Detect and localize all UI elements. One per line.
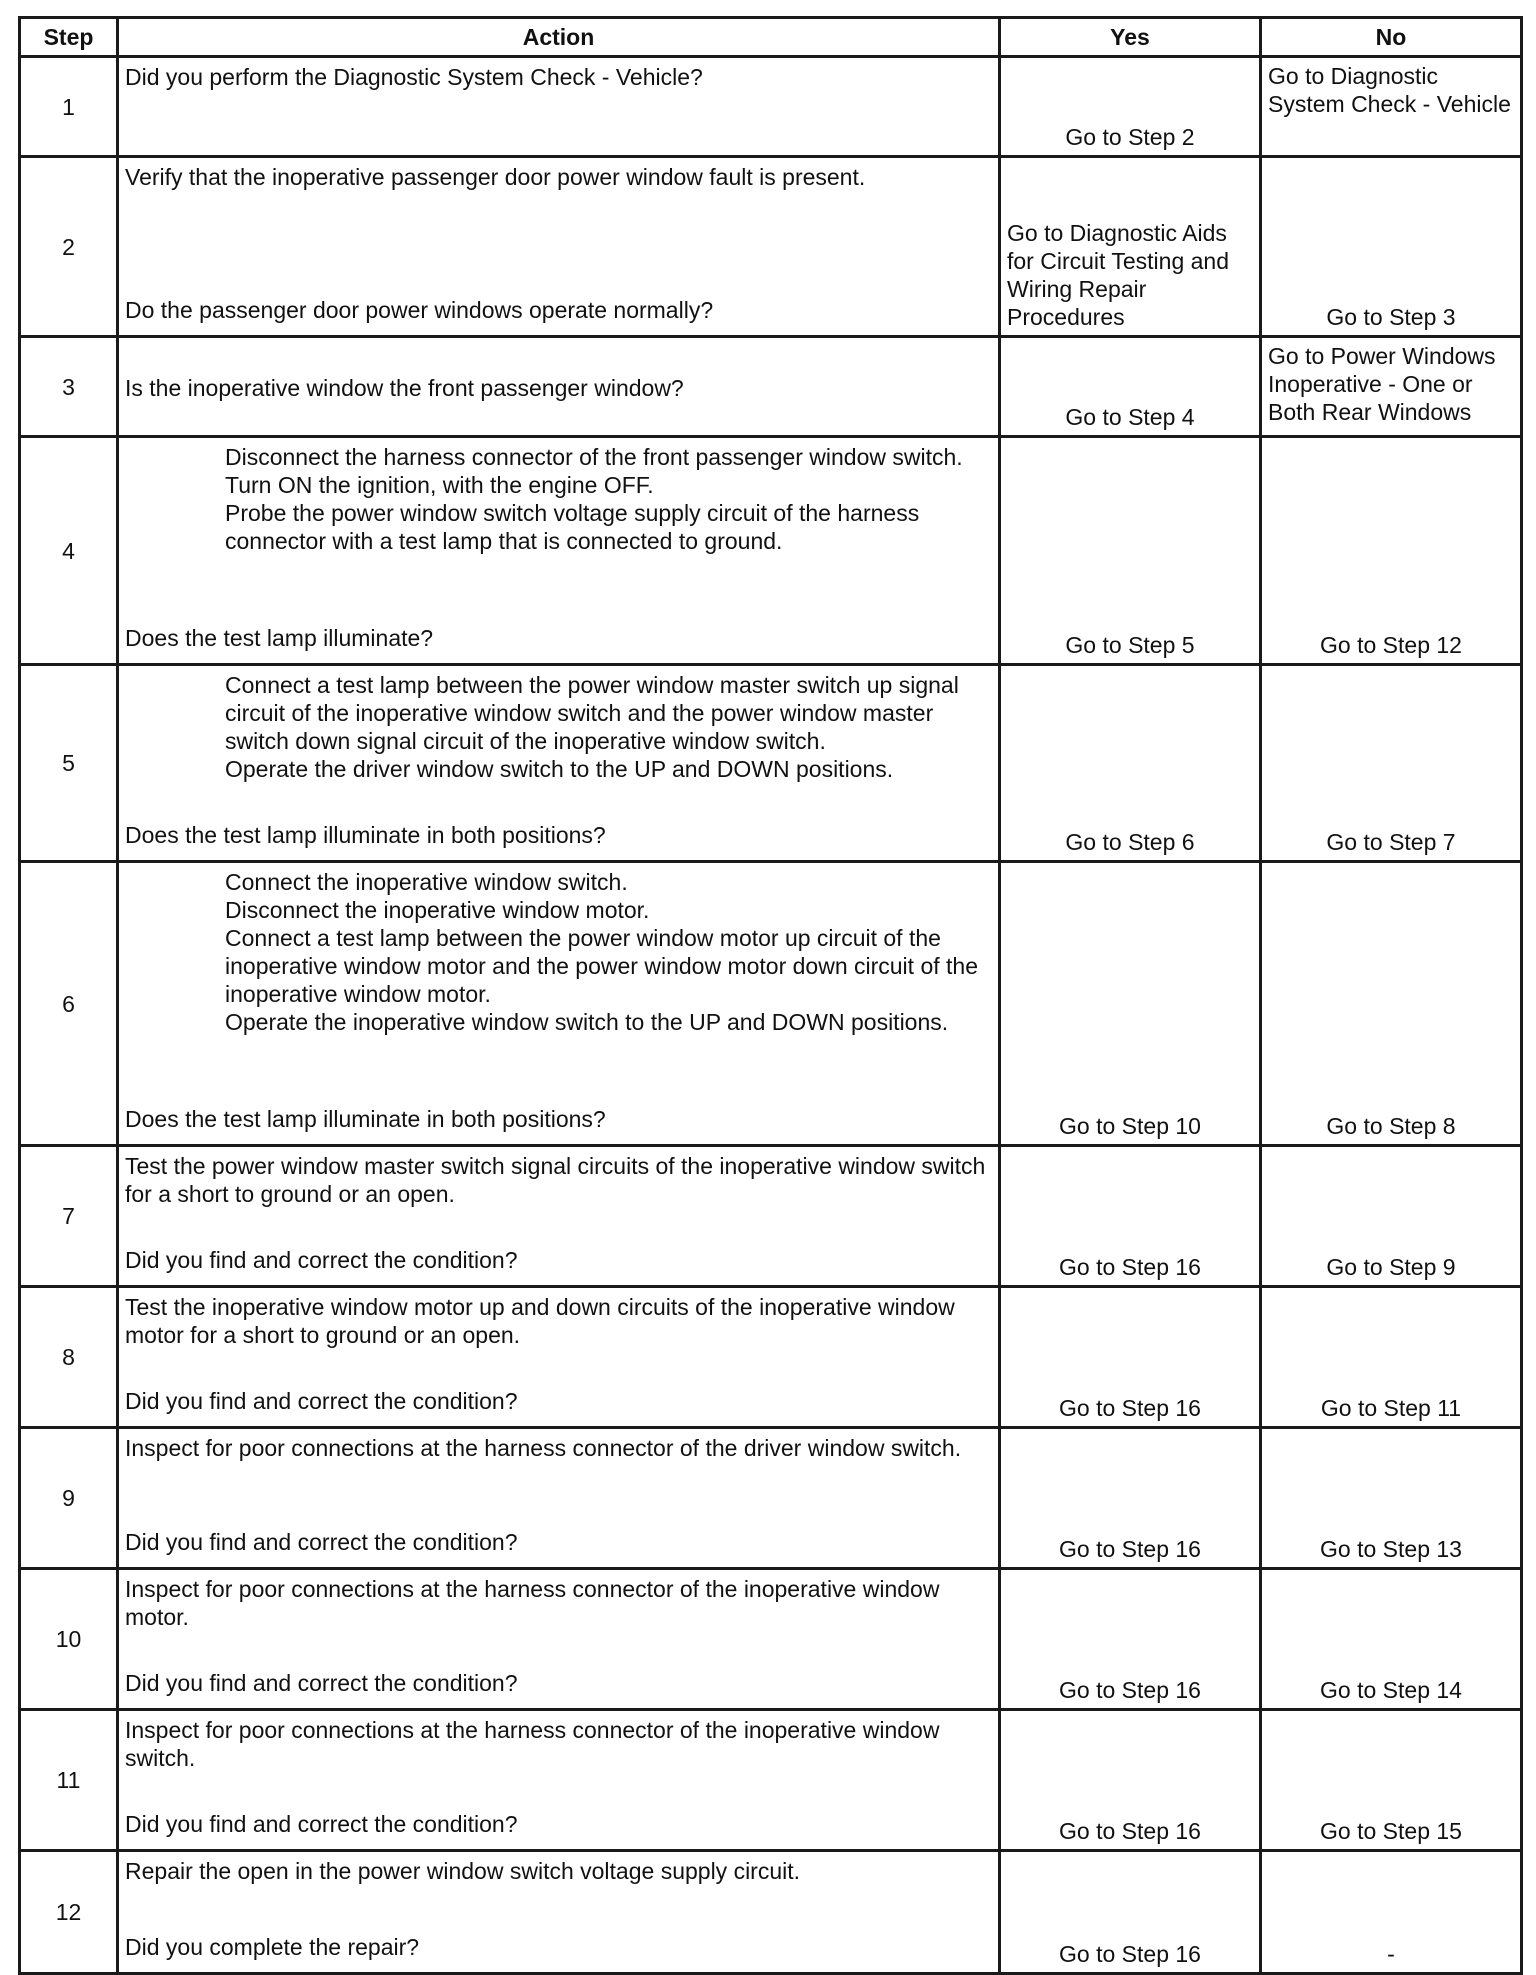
yes-cell: Go to Step 4: [1000, 337, 1261, 437]
action-question: Does the test lamp illuminate in both positions?: [125, 822, 606, 848]
diagnostic-table: [18, 16, 1523, 1975]
step-number: 11: [20, 1710, 118, 1851]
yes-cell: Go to Step 2: [1000, 57, 1261, 157]
action-cell: [118, 1851, 1000, 1974]
yes-cell: Go to Step 10: [1000, 862, 1261, 1146]
yes-cell: Go to Step 16: [1000, 1851, 1261, 1974]
header-step: Step: [20, 18, 118, 57]
action-cell: [118, 437, 1000, 665]
action-cell: [118, 1569, 1000, 1710]
yes-cell: Go to Step 16: [1000, 1710, 1261, 1851]
action-question: Do the passenger door power windows operate normally?: [125, 297, 714, 323]
action-cell: [118, 57, 1000, 157]
action-question: Does the test lamp illuminate in both positions?: [125, 1106, 606, 1132]
no-cell: Go to Step 8: [1261, 862, 1522, 1146]
yes-cell: Go to Step 16: [1000, 1569, 1261, 1710]
table-row: [20, 1428, 1522, 1569]
action-line: Connect the inoperative window switch.: [225, 869, 628, 895]
action-question: Did you find and correct the condition?: [125, 1529, 518, 1555]
action-line: Connect a test lamp between the power window motor up circuit of the inoperative window motor and the power window motor down circuit of the inoperative window motor.: [225, 925, 978, 1007]
action-line: Inspect for poor connections at the harness connector of the inoperative window motor.: [125, 1576, 940, 1630]
step-number: 3: [20, 337, 118, 437]
action-question: Is the inoperative window the front passenger window?: [125, 374, 684, 401]
table-row: [20, 337, 1522, 437]
no-cell: Go to Diagnostic System Check - Vehicle: [1261, 57, 1522, 157]
action-line: Operate the driver window switch to the UP and DOWN positions.: [225, 756, 894, 782]
no-cell: Go to Step 7: [1261, 665, 1522, 862]
no-cell: Go to Step 13: [1261, 1428, 1522, 1569]
table-row: [20, 57, 1522, 157]
step-number: 5: [20, 665, 118, 862]
action-question: Does the test lamp illuminate?: [125, 625, 434, 651]
step-number: 9: [20, 1428, 118, 1569]
yes-cell: Go to Step 16: [1000, 1287, 1261, 1428]
no-cell: Go to Step 12: [1261, 437, 1522, 665]
table-row: [20, 1287, 1522, 1428]
yes-cell: Go to Diagnostic Aids for Circuit Testing and Wiring Repair Procedures: [1000, 157, 1261, 337]
action-line: Did you perform the Diagnostic System Check - Vehicle?: [125, 64, 703, 90]
header-yes: Yes: [1000, 18, 1261, 57]
table-row: [20, 1851, 1522, 1974]
step-number: 4: [20, 437, 118, 665]
action-line: Verify that the inoperative passenger door power window fault is present.: [125, 164, 866, 190]
table-row: [20, 862, 1522, 1146]
action-line: Inspect for poor connections at the harness connector of the inoperative window switch.: [125, 1717, 940, 1771]
table-row: [20, 157, 1522, 337]
action-cell: [118, 1710, 1000, 1851]
header-row: [20, 18, 1522, 57]
table-row: [20, 1569, 1522, 1710]
action-question: Did you find and correct the condition?: [125, 1670, 518, 1696]
table-row: [20, 1710, 1522, 1851]
no-cell: Go to Step 9: [1261, 1146, 1522, 1287]
action-question: Did you find and correct the condition?: [125, 1388, 518, 1414]
action-line: Turn ON the ignition, with the engine OFF.: [225, 472, 654, 498]
action-line: Inspect for poor connections at the harness connector of the driver window switch.: [125, 1435, 962, 1461]
no-cell: Go to Step 11: [1261, 1287, 1522, 1428]
step-number: 10: [20, 1569, 118, 1710]
action-line: Disconnect the inoperative window motor.: [225, 897, 650, 923]
yes-cell: Go to Step 16: [1000, 1428, 1261, 1569]
action-question: Did you complete the repair?: [125, 1934, 420, 1960]
action-line: Repair the open in the power window switch voltage supply circuit.: [125, 1858, 801, 1884]
action-cell: [118, 1146, 1000, 1287]
no-cell: Go to Step 15: [1261, 1710, 1522, 1851]
action-line: Connect a test lamp between the power window master switch up signal circuit of the inoperative window switch and the power window master switch down signal circuit of the inoperative window switch.: [225, 672, 959, 754]
step-number: 7: [20, 1146, 118, 1287]
step-number: 2: [20, 157, 118, 337]
table-row: [20, 665, 1522, 862]
action-cell: [118, 1428, 1000, 1569]
no-cell: -: [1261, 1851, 1522, 1974]
table-row: [20, 1146, 1522, 1287]
header-no: No: [1261, 18, 1522, 57]
action-line: Test the inoperative window motor up and down circuits of the inoperative window motor for a short to ground or an open.: [125, 1294, 955, 1348]
header-action: Action: [118, 18, 1000, 57]
no-cell: Go to Step 14: [1261, 1569, 1522, 1710]
table-row: [20, 437, 1522, 665]
yes-cell: Go to Step 5: [1000, 437, 1261, 665]
action-line: Test the power window master switch signal circuits of the inoperative window switch for a short to ground or an open.: [125, 1153, 986, 1207]
step-number: 1: [20, 57, 118, 157]
action-cell: [118, 337, 1000, 437]
action-cell: [118, 862, 1000, 1146]
action-line: Disconnect the harness connector of the front passenger window switch.: [225, 444, 963, 470]
action-line: Probe the power window switch voltage supply circuit of the harness connector with a test lamp that is connected to ground.: [225, 500, 920, 554]
action-cell: [118, 157, 1000, 337]
step-number: 8: [20, 1287, 118, 1428]
step-number: 6: [20, 862, 118, 1146]
action-cell: [118, 1287, 1000, 1428]
no-cell: Go to Power Windows Inoperative - One or Both Rear Windows: [1261, 337, 1522, 437]
no-cell: Go to Step 3: [1261, 157, 1522, 337]
action-cell: [118, 665, 1000, 862]
yes-cell: Go to Step 6: [1000, 665, 1261, 862]
action-line: Operate the inoperative window switch to the UP and DOWN positions.: [225, 1009, 949, 1035]
action-question: Did you find and correct the condition?: [125, 1811, 518, 1837]
action-question: Did you find and correct the condition?: [125, 1247, 518, 1273]
step-number: 12: [20, 1851, 118, 1974]
yes-cell: Go to Step 16: [1000, 1146, 1261, 1287]
